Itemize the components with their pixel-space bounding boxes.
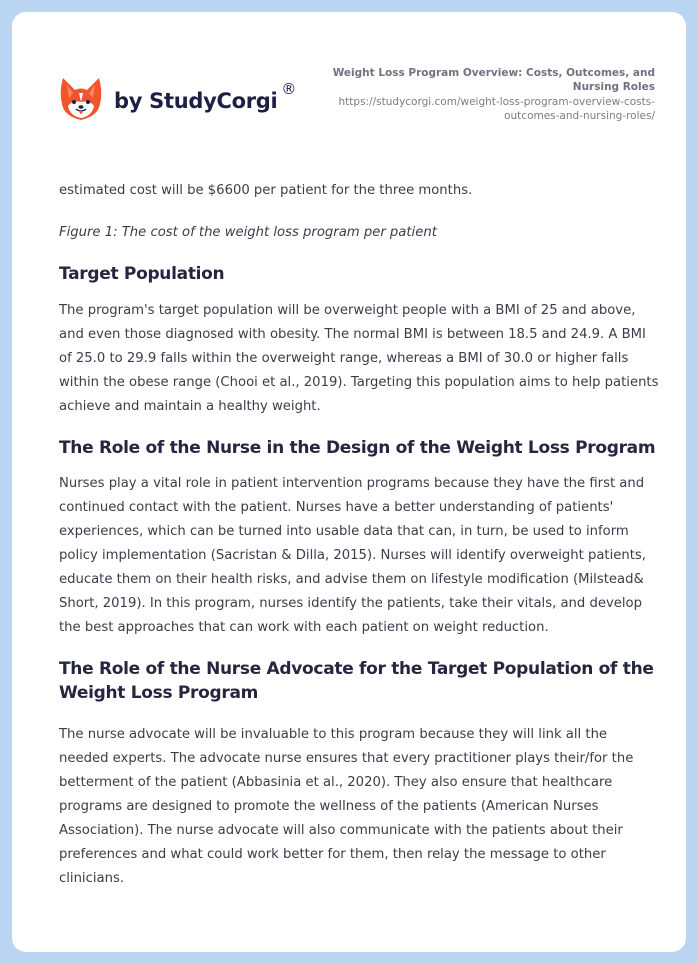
section-heading-nurse-role: The Role of the Nurse in the Design of the Weight Loss Program xyxy=(59,438,656,458)
studycorgi-logo[interactable] xyxy=(60,76,296,122)
corgi-icon xyxy=(60,76,102,122)
document-header xyxy=(12,12,686,162)
section-paragraph-nurse-advocate: The nurse advocate will be invaluable to this program because they will link all the needed experts. The advocate nurse ensures that every practitioner plays their/for the betterment of the patient (Abbasinia et al., 2020). They also ensure that healthcare programs are designed to promote the wellness of the patients (American Nurses Association). The nurse advocate will also communicate with the patients about their preferences and what could work better for them, then relay the message to other clinicians. xyxy=(59,727,634,886)
section-heading-nurse-advocate: The Role of the Nurse Advocate for the Target Population of the Weight Loss Program xyxy=(59,659,654,703)
section-heading-target-population: Target Population xyxy=(59,264,225,284)
document-url[interactable]: https://studycorgi.com/weight-loss-program-overview-costs-outcomes-and-nursing-roles/ xyxy=(338,96,655,122)
section-paragraph-nurse-role: Nurses play a vital role in patient intervention programs because they have the first and continued contact with the patient. Nurses have a better understanding of patients' experiences, which can be turned into usable data that can, in turn, be used to inform policy implementation (Sacristan & Dilla, 2015). Nurses will identify overweight patients, educate them on their health risks, and advise them on lifestyle modification (Milstead& Short, 2019). In this program, nurses identify the patients, take their vitals, and develop the best approaches that can work with each patient on weight reduction. xyxy=(59,476,646,635)
section-paragraph-target-population: The program's target population will be overweight people with a BMI of 25 and above, and even those diagnosed with obesity. The normal BMI is between 18.5 and 24.9. A BMI of 25.0 to 29.9 falls within the overweight range, whereas a BMI of 30.0 or higher falls within the obese range (Chooi et al., 2019). Targeting this population aims to help patients achieve and maintain a healthy weight. xyxy=(59,303,659,414)
document-meta xyxy=(305,66,655,123)
logo-text: by StudyCorgi xyxy=(114,89,278,113)
document-content xyxy=(59,179,659,891)
registered-mark: ® xyxy=(281,80,297,98)
document-title: Weight Loss Program Overview: Costs, Outcomes, and Nursing Roles xyxy=(332,67,655,93)
intro-paragraph: estimated cost will be $6600 per patient for the three months. xyxy=(59,183,473,198)
document-card xyxy=(12,12,686,952)
figure-caption: Figure 1: The cost of the weight loss program per patient xyxy=(59,225,437,240)
